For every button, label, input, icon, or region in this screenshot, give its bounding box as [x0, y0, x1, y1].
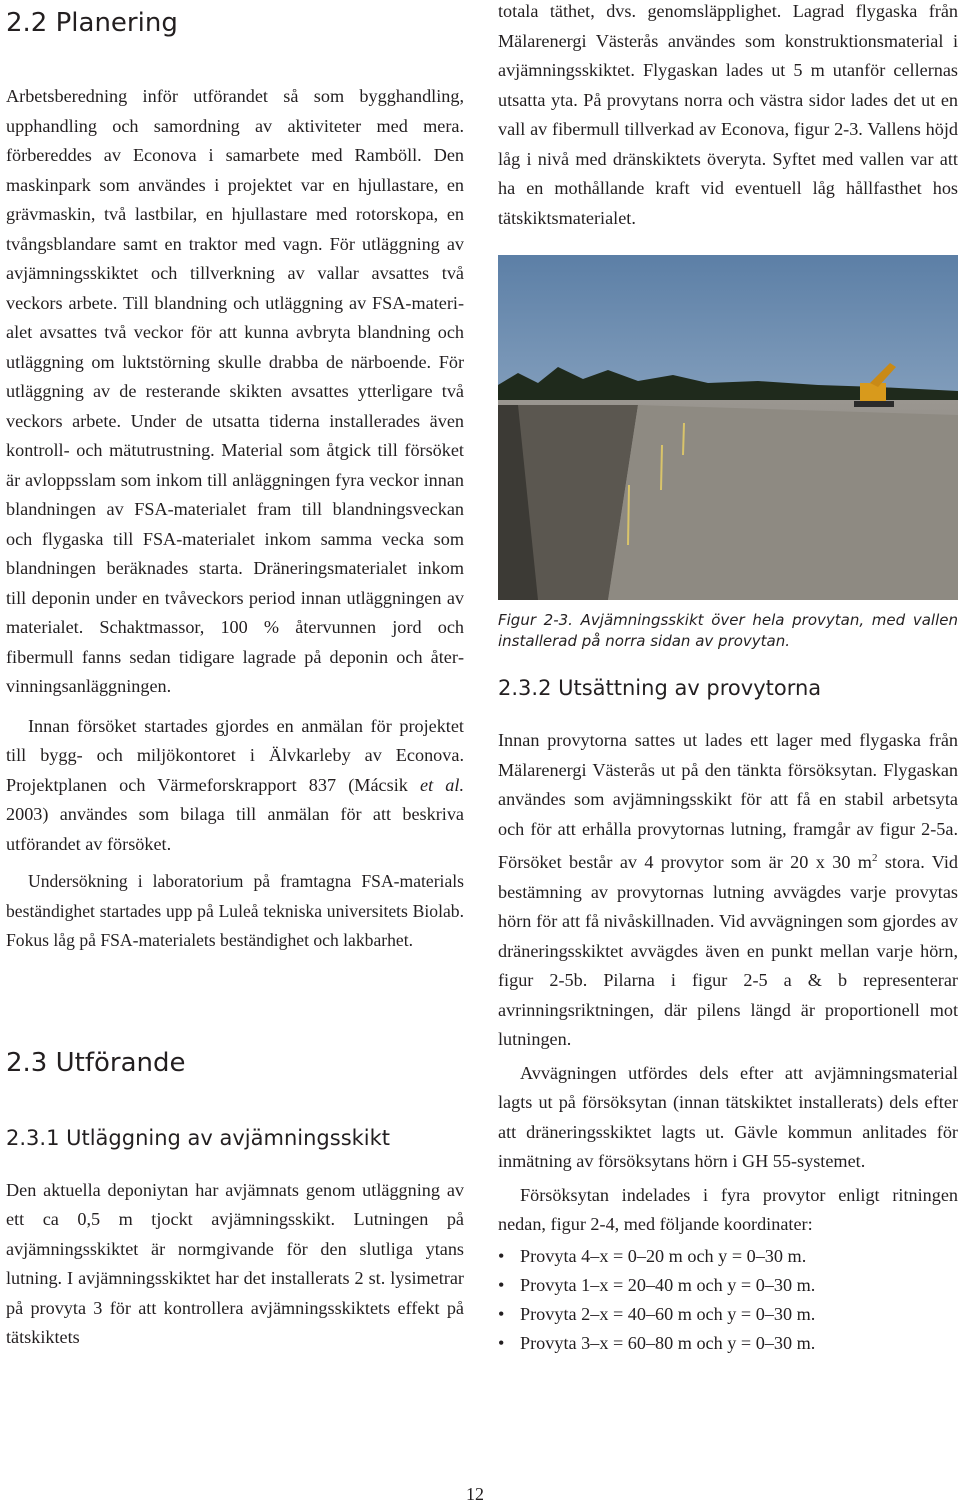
list-item: • Provyta 3–x = 60–80 m och y = 0–30 m. — [498, 1329, 958, 1358]
heading-utlaggning: 2.3.1 Utläggning av avjämningsskikt — [6, 1125, 391, 1150]
paragraph-avvagning: Avvägningen utfördes dels efter att avjämningsmaterial lagts ut på försöksytan (innan tätskiktet installerats) dels efter att dräneringsskiktet lagts ut. Gävle kommun anlitades för inmätning av försöksytans hörn i GH 55-systemet. — [498, 1062, 958, 1172]
provytor-text-a: Innan provytorna sattes ut lades ett lager med flygaska från Mälarenergi Västerås ut på den tänkta försöksytan. Flygaskan användes som avjämningsskikt för att få en stabil arbetsyta och för att erhålla provytornas lutning, framgår av figur 2-5a. Försöket består av 4 provytor som är 20 x 30 m — [498, 730, 958, 873]
list-item: • Provyta 4–x = 0–20 m och y = 0–30 m. — [498, 1242, 958, 1271]
paragraph-arbetsberedning: Arbetsberedning inför utförandet så som bygghandling, upphandling och samordning av aktiviteter med mera. förbereddes av Econova i samarbete med Ramböll. Den maskinpark som användes i projektet var en hjullastare, en grävmaskin, två lastbilar, en hjullastare med rotorskopa, en tvångsblandare samt en traktor med vagn. För utläggning av avjämningsskiktet och tillverkning av vallar avsattes två veckors arbete. Till blandning och utläggning av FSA-materialet avsattes två veckor för att kunna avbryta blandning och utläggning om luktstörning skulle drabba de närboende. För utläggning av de resterande skikten avsattes ytterligare två veckors arbete. Under de utsatta tiderna installerades även kontroll- och mätutrustning. Material som åtgick till försöket är avloppsslam som inkom till anläggningen fyra veckor innan blandningen av FSA-materialet fram till blandningsveckan och flygaska till FSA-materialet inkom samma vecka som blandningen beräknades starta. Dräneringsmaterialet inkom till deponin under en tvåveckors period innan utläggningen av materialet. Schaktmassor, 100 % återvunnen jord och fibermull fanns sedan tidigare lagrade på deponin och återvinningsanläggningen. — [6, 86, 464, 696]
paragraph-indelning: Försöksytan indelades i fyra provytor enligt ritningen nedan, figur 2-4, med följande koordinater: — [498, 1184, 958, 1235]
list-item: • Provyta 2–x = 40–60 m och y = 0–30 m. — [498, 1300, 958, 1329]
superscript-2: 2 — [871, 852, 878, 864]
list-item: • Provyta 1–x = 20–40 m och y = 0–30 m. — [498, 1271, 958, 1300]
anmalan-etal: et al. — [420, 774, 464, 795]
paragraph-laboratorium: Undersökning i laboratorium på framtagna FSA-materials beständighet startades upp på Luleå tekniska universitets Biolab. Fokus låg på FSA-materialets beständighet och lakbarhet. — [6, 871, 464, 950]
site-photo — [498, 255, 958, 600]
heading-utsattning: 2.3.2 Utsättning av provytorna — [498, 676, 822, 700]
page-number: 12 — [466, 1484, 484, 1504]
right-column — [498, 0, 958, 1358]
left-column — [6, 0, 464, 1353]
paragraph-continuation: totala täthet, dvs. genomsläpplighet. Lagrad flygaska från Mälarenergi Västerås användes som konstruktionsmaterial i avjämningsskiktet. Flygaskan lades ut 5 m utanför cellernas utsatta yta. På provytans norra och västra sidor lades det ut en vall av fibermull tillverkad av Econova, figur 2-3. Vallens höjd låg i nivå med dränskiktets överyta. Syftet med vallen var att ha en mothållande kraft vid eventuell låg hållfasthet hos tätskiktsmaterialet. — [498, 1, 958, 228]
anmalan-text-b: 2003) användes som bilaga till anmälan för att beskriva utförandet av försöket. — [6, 804, 464, 854]
figure-caption: Figur 2-3. Avjämningsskikt över hela provytan, med vallen installerad på norra sidan av provytan. — [498, 611, 958, 650]
paragraph-provytor — [498, 726, 958, 1055]
anmalan-text-a: Innan försöket startades gjordes en anmälan för projektet till bygg- och miljökontoret i Älvkarleby av Econova. Projektplanen och Värmeforskrapport 837 (Mácsik — [6, 715, 464, 795]
heading-planering: 2.2 Planering — [6, 8, 178, 38]
paragraph-deponiyta: Den aktuella deponiytan har avjämnats genom utläggning av ett ca 0,5 m tjockt avjämningsskikt. Lutningen på avjämningsskiktet är normgivande för den slutliga ytans lutning. I avjämningsskiktet har det installerats 2 st. lysimetrar på provyta 3 för att kontrollera avjämningsskiktets effekt på tätskiktets — [6, 1179, 464, 1347]
coordinate-list — [498, 1242, 958, 1358]
provytor-text-b: stora. Vid bestämning av provytornas lutning avvägdes varje provytas hörn för att få nivåskillnaden. Vid avvägningen som gjordes av dräneringsskiktet avvägdes även en punkt mellan varje hörn, figur 2-5b. Pilarna i figur 2-5 a & b representerar avrinningsriktningen, där pilens längd är proportionell mot lutningen. — [498, 852, 958, 1050]
paragraph-anmalan — [6, 712, 464, 860]
heading-utforande: 2.3 Utförande — [6, 1047, 186, 1078]
